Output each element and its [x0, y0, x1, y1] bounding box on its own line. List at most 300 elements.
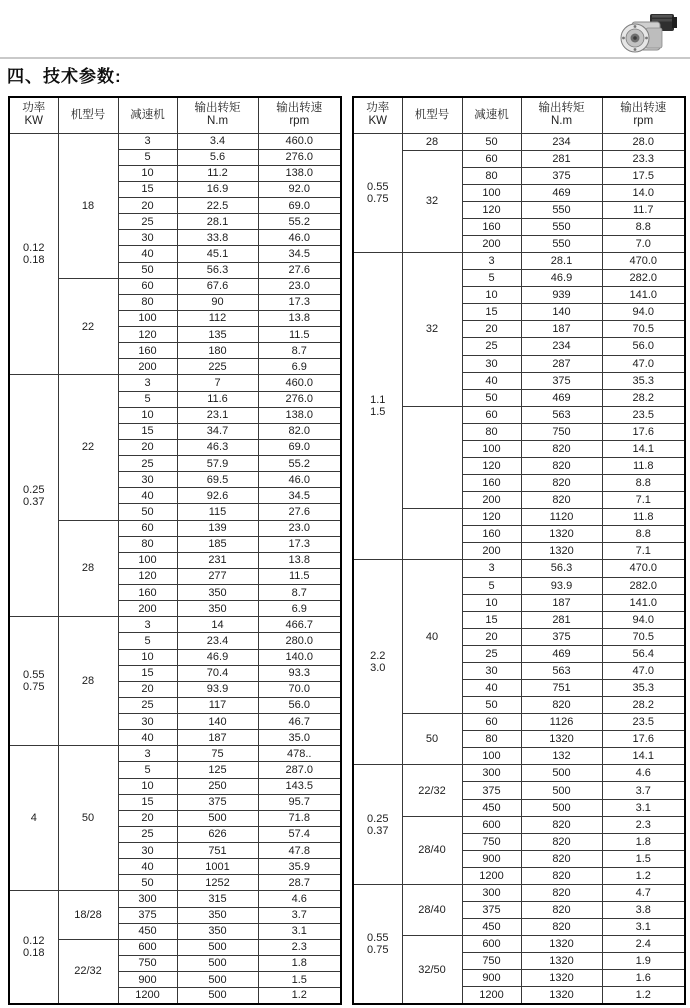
speed-cell: 70.0	[258, 681, 341, 697]
speed-cell: 3.8	[602, 902, 685, 919]
ratio-cell: 20	[462, 628, 521, 645]
speed-cell: 13.8	[258, 552, 341, 568]
power-cell: 2.2 3.0	[353, 560, 402, 765]
torque-cell: 500	[177, 988, 258, 1004]
ratio-cell: 20	[462, 321, 521, 338]
speed-cell: 141.0	[602, 287, 685, 304]
speed-cell: 6.9	[258, 359, 341, 375]
speed-cell: 470.0	[602, 560, 685, 577]
torque-cell: 33.8	[177, 230, 258, 246]
torque-cell: 1126	[521, 714, 602, 731]
ratio-cell: 40	[118, 730, 177, 746]
torque-cell: 350	[177, 923, 258, 939]
ratio-cell: 5	[118, 391, 177, 407]
speed-cell: 14.0	[602, 184, 685, 201]
speed-cell: 94.0	[602, 304, 685, 321]
ratio-cell: 200	[118, 601, 177, 617]
ratio-cell: 30	[118, 472, 177, 488]
ratio-cell: 25	[118, 697, 177, 713]
ratio-cell: 100	[118, 310, 177, 326]
torque-cell: 187	[521, 321, 602, 338]
torque-cell: 820	[521, 475, 602, 492]
torque-cell: 751	[177, 843, 258, 859]
table-row	[9, 891, 341, 907]
torque-cell: 469	[521, 645, 602, 662]
speed-cell: 35.3	[602, 680, 685, 697]
power-cell: 0.25 0.37	[353, 765, 402, 885]
speed-cell: 35.9	[258, 859, 341, 875]
ratio-cell: 120	[462, 201, 521, 218]
speed-cell: 27.6	[258, 262, 341, 278]
ratio-cell: 25	[118, 456, 177, 472]
torque-cell: 140	[521, 304, 602, 321]
table-row	[353, 560, 685, 577]
col-header-model: 机型号	[58, 97, 118, 133]
power-cell: 0.12 0.18	[9, 133, 58, 375]
speed-cell: 282.0	[602, 577, 685, 594]
torque-cell: 46.9	[177, 649, 258, 665]
ratio-cell: 750	[118, 955, 177, 971]
ratio-cell: 80	[462, 731, 521, 748]
ratio-cell: 40	[118, 246, 177, 262]
table-row	[353, 936, 685, 953]
speed-cell: 138.0	[258, 165, 341, 181]
torque-cell: 225	[177, 359, 258, 375]
ratio-cell: 450	[462, 919, 521, 936]
speed-cell: 23.0	[258, 520, 341, 536]
torque-cell: 11.6	[177, 391, 258, 407]
torque-cell: 500	[177, 955, 258, 971]
speed-cell: 28.2	[602, 697, 685, 714]
ratio-cell: 120	[462, 509, 521, 526]
speed-cell: 140.0	[258, 649, 341, 665]
torque-cell: 5.6	[177, 149, 258, 165]
torque-cell: 28.1	[521, 253, 602, 270]
power-cell: 0.55 0.75	[353, 884, 402, 1004]
torque-cell: 187	[177, 730, 258, 746]
ratio-cell: 10	[462, 287, 521, 304]
model-cell: 28	[402, 133, 462, 150]
ratio-cell: 50	[118, 262, 177, 278]
speed-cell: 2.4	[602, 936, 685, 953]
ratio-cell: 80	[462, 167, 521, 184]
torque-cell: 46.9	[521, 270, 602, 287]
model-cell: 32	[402, 253, 462, 407]
ratio-cell: 30	[118, 230, 177, 246]
speed-cell: 1.2	[258, 988, 341, 1004]
torque-cell: 469	[521, 184, 602, 201]
speed-cell: 2.3	[258, 939, 341, 955]
torque-cell: 23.4	[177, 633, 258, 649]
torque-cell: 56.3	[177, 262, 258, 278]
torque-cell: 117	[177, 697, 258, 713]
ratio-cell: 60	[118, 520, 177, 536]
model-cell: 32	[402, 150, 462, 252]
torque-cell: 185	[177, 536, 258, 552]
torque-cell: 23.1	[177, 407, 258, 423]
ratio-cell: 120	[118, 327, 177, 343]
speed-cell: 11.5	[258, 568, 341, 584]
speed-cell: 56.0	[258, 697, 341, 713]
torque-cell: 1320	[521, 543, 602, 560]
speed-cell: 282.0	[602, 270, 685, 287]
speed-cell: 11.8	[602, 509, 685, 526]
torque-cell: 820	[521, 492, 602, 509]
speed-cell: 69.0	[258, 439, 341, 455]
torque-cell: 28.1	[177, 214, 258, 230]
ratio-cell: 10	[462, 594, 521, 611]
ratio-cell: 5	[118, 762, 177, 778]
speed-cell: 1.9	[602, 953, 685, 970]
speed-cell: 1.6	[602, 970, 685, 987]
torque-cell: 57.9	[177, 456, 258, 472]
speed-cell: 8.8	[602, 475, 685, 492]
speed-cell: 4.6	[258, 891, 341, 907]
speed-cell: 93.3	[258, 665, 341, 681]
speed-cell: 46.0	[258, 472, 341, 488]
ratio-cell: 160	[118, 343, 177, 359]
ratio-cell: 60	[462, 406, 521, 423]
ratio-cell: 5	[118, 149, 177, 165]
ratio-cell: 40	[462, 680, 521, 697]
ratio-cell: 3	[118, 617, 177, 633]
speed-cell: 57.4	[258, 826, 341, 842]
ratio-cell: 160	[462, 475, 521, 492]
col-header-speed: 输出转速 rpm	[258, 97, 341, 133]
torque-cell: 820	[521, 457, 602, 474]
ratio-cell: 50	[118, 504, 177, 520]
ratio-cell: 200	[462, 235, 521, 252]
speed-cell: 7.1	[602, 492, 685, 509]
speed-cell: 47.0	[602, 662, 685, 679]
speed-cell: 55.2	[258, 214, 341, 230]
torque-cell: 34.7	[177, 423, 258, 439]
speed-cell: 280.0	[258, 633, 341, 649]
speed-cell: 28.0	[602, 133, 685, 150]
torque-cell: 1320	[521, 936, 602, 953]
speed-cell: 11.5	[258, 327, 341, 343]
ratio-cell: 80	[118, 536, 177, 552]
speed-cell: 466.7	[258, 617, 341, 633]
ratio-cell: 30	[118, 714, 177, 730]
torque-cell: 820	[521, 867, 602, 884]
ratio-cell: 80	[462, 423, 521, 440]
ratio-cell: 160	[462, 218, 521, 235]
model-cell: 22	[58, 375, 118, 520]
torque-cell: 820	[521, 902, 602, 919]
speed-cell: 13.8	[258, 310, 341, 326]
torque-cell: 281	[521, 150, 602, 167]
ratio-cell: 10	[118, 407, 177, 423]
ratio-cell: 80	[118, 294, 177, 310]
model-cell: 50	[58, 746, 118, 891]
ratio-cell: 60	[462, 714, 521, 731]
torque-cell: 139	[177, 520, 258, 536]
ratio-cell: 100	[462, 184, 521, 201]
col-header-power: 功率 KW	[353, 97, 402, 133]
speed-cell: 17.5	[602, 167, 685, 184]
ratio-cell: 20	[118, 810, 177, 826]
torque-cell: 14	[177, 617, 258, 633]
torque-cell: 1320	[521, 987, 602, 1004]
ratio-cell: 50	[462, 697, 521, 714]
speed-cell: 7.1	[602, 543, 685, 560]
table-row	[9, 617, 341, 633]
ratio-cell: 100	[462, 748, 521, 765]
power-cell: 0.25 0.37	[9, 375, 58, 617]
model-cell: 28	[58, 617, 118, 746]
ratio-cell: 600	[462, 936, 521, 953]
table-row	[353, 714, 685, 731]
torque-cell: 287	[521, 355, 602, 372]
speed-cell: 7.0	[602, 235, 685, 252]
torque-cell: 180	[177, 343, 258, 359]
model-cell: 32/50	[402, 936, 462, 1004]
torque-cell: 67.6	[177, 278, 258, 294]
left-parameters-table	[8, 96, 342, 1005]
speed-cell: 470.0	[602, 253, 685, 270]
speed-cell: 2.3	[602, 816, 685, 833]
torque-cell: 277	[177, 568, 258, 584]
table-row	[9, 939, 341, 955]
table-row	[9, 746, 341, 762]
table-row	[353, 253, 685, 270]
ratio-cell: 120	[462, 457, 521, 474]
speed-cell: 287.0	[258, 762, 341, 778]
speed-cell: 28.7	[258, 875, 341, 891]
torque-cell: 1252	[177, 875, 258, 891]
ratio-cell: 300	[462, 884, 521, 901]
col-header-model: 机型号	[402, 97, 462, 133]
torque-cell: 820	[521, 816, 602, 833]
table-row	[353, 406, 685, 423]
speed-cell: 55.2	[258, 456, 341, 472]
torque-cell: 820	[521, 850, 602, 867]
table-row	[9, 278, 341, 294]
torque-cell: 75	[177, 746, 258, 762]
page-title: 四、技术参数:	[7, 67, 122, 86]
speed-cell: 70.5	[602, 628, 685, 645]
speed-cell: 56.0	[602, 338, 685, 355]
ratio-cell: 10	[118, 649, 177, 665]
speed-cell: 1.2	[602, 867, 685, 884]
speed-cell: 478..	[258, 746, 341, 762]
torque-cell: 939	[521, 287, 602, 304]
torque-cell: 563	[521, 406, 602, 423]
speed-cell: 11.8	[602, 457, 685, 474]
speed-cell: 143.5	[258, 778, 341, 794]
ratio-cell: 25	[462, 645, 521, 662]
ratio-cell: 120	[118, 568, 177, 584]
torque-cell: 132	[521, 748, 602, 765]
torque-cell: 69.5	[177, 472, 258, 488]
speed-cell: 4.6	[602, 765, 685, 782]
ratio-cell: 60	[462, 150, 521, 167]
torque-cell: 500	[521, 799, 602, 816]
torque-cell: 70.4	[177, 665, 258, 681]
speed-cell: 1.5	[602, 850, 685, 867]
table-row	[353, 816, 685, 833]
torque-cell: 16.9	[177, 181, 258, 197]
col-header-power: 功率 KW	[9, 97, 58, 133]
torque-cell: 115	[177, 504, 258, 520]
torque-cell: 820	[521, 833, 602, 850]
ratio-cell: 600	[118, 939, 177, 955]
speed-cell: 3.7	[602, 782, 685, 799]
torque-cell: 626	[177, 826, 258, 842]
ratio-cell: 15	[118, 665, 177, 681]
speed-cell: 94.0	[602, 611, 685, 628]
torque-cell: 1001	[177, 859, 258, 875]
speed-cell: 138.0	[258, 407, 341, 423]
ratio-cell: 50	[462, 389, 521, 406]
ratio-cell: 40	[462, 372, 521, 389]
ratio-cell: 3	[462, 560, 521, 577]
table-row	[353, 133, 685, 150]
table-row	[9, 133, 341, 149]
torque-cell: 93.9	[177, 681, 258, 697]
torque-cell: 751	[521, 680, 602, 697]
torque-cell: 46.3	[177, 439, 258, 455]
torque-cell: 187	[521, 594, 602, 611]
ratio-cell: 5	[462, 270, 521, 287]
power-cell: 0.12 0.18	[9, 891, 58, 1004]
ratio-cell: 600	[462, 816, 521, 833]
table-row	[353, 765, 685, 782]
torque-cell: 500	[177, 939, 258, 955]
ratio-cell: 15	[118, 794, 177, 810]
torque-cell: 231	[177, 552, 258, 568]
model-cell: 50	[402, 714, 462, 765]
speed-cell: 8.8	[602, 526, 685, 543]
ratio-cell: 160	[462, 526, 521, 543]
ratio-cell: 10	[118, 778, 177, 794]
speed-cell: 4.7	[602, 884, 685, 901]
ratio-cell: 50	[462, 133, 521, 150]
col-header-reducer: 减速机	[118, 97, 177, 133]
model-cell: 18	[58, 133, 118, 278]
speed-cell: 17.6	[602, 423, 685, 440]
speed-cell: 14.1	[602, 748, 685, 765]
ratio-cell: 200	[462, 492, 521, 509]
model-cell: 40	[402, 560, 462, 714]
torque-cell: 550	[521, 201, 602, 218]
speed-cell: 6.9	[258, 601, 341, 617]
ratio-cell: 25	[118, 214, 177, 230]
torque-cell: 500	[177, 972, 258, 988]
right-parameters-table	[352, 96, 686, 1005]
ratio-cell: 20	[118, 439, 177, 455]
ratio-cell: 30	[118, 843, 177, 859]
ratio-cell: 3	[462, 253, 521, 270]
speed-cell: 35.3	[602, 372, 685, 389]
speed-cell: 17.6	[602, 731, 685, 748]
worm-gearmotor-photo	[610, 10, 680, 62]
speed-cell: 8.8	[602, 218, 685, 235]
speed-cell: 34.5	[258, 488, 341, 504]
model-cell: 22/32	[402, 765, 462, 816]
torque-cell: 375	[521, 372, 602, 389]
speed-cell: 56.4	[602, 645, 685, 662]
torque-cell: 90	[177, 294, 258, 310]
power-cell: 0.55 0.75	[353, 133, 402, 253]
torque-cell: 7	[177, 375, 258, 391]
torque-cell: 750	[521, 423, 602, 440]
model-cell	[402, 406, 462, 508]
torque-cell: 350	[177, 601, 258, 617]
ratio-cell: 300	[462, 765, 521, 782]
torque-cell: 140	[177, 714, 258, 730]
torque-cell: 234	[521, 338, 602, 355]
speed-cell: 141.0	[602, 594, 685, 611]
speed-cell: 35.0	[258, 730, 341, 746]
torque-cell: 234	[521, 133, 602, 150]
speed-cell: 17.3	[258, 536, 341, 552]
table-row	[9, 375, 341, 391]
ratio-cell: 100	[118, 552, 177, 568]
ratio-cell: 50	[118, 875, 177, 891]
ratio-cell: 300	[118, 891, 177, 907]
torque-cell: 92.6	[177, 488, 258, 504]
torque-cell: 1320	[521, 953, 602, 970]
torque-cell: 550	[521, 235, 602, 252]
speed-cell: 14.1	[602, 440, 685, 457]
ratio-cell: 25	[118, 826, 177, 842]
ratio-cell: 25	[462, 338, 521, 355]
speed-cell: 23.0	[258, 278, 341, 294]
speed-cell: 1.2	[602, 987, 685, 1004]
ratio-cell: 60	[118, 278, 177, 294]
speed-cell: 1.8	[258, 955, 341, 971]
ratio-cell: 375	[462, 902, 521, 919]
power-cell: 0.55 0.75	[9, 617, 58, 746]
speed-cell: 3.7	[258, 907, 341, 923]
torque-cell: 375	[177, 794, 258, 810]
torque-cell: 820	[521, 884, 602, 901]
ratio-cell: 750	[462, 833, 521, 850]
horizontal-divider	[0, 57, 690, 59]
speed-cell: 460.0	[258, 133, 341, 149]
speed-cell: 46.0	[258, 230, 341, 246]
ratio-cell: 200	[462, 543, 521, 560]
speed-cell: 1.8	[602, 833, 685, 850]
speed-cell: 460.0	[258, 375, 341, 391]
ratio-cell: 100	[462, 440, 521, 457]
speed-cell: 17.3	[258, 294, 341, 310]
speed-cell: 71.8	[258, 810, 341, 826]
ratio-cell: 5	[462, 577, 521, 594]
ratio-cell: 20	[118, 198, 177, 214]
speed-cell: 23.5	[602, 714, 685, 731]
model-cell: 28	[58, 520, 118, 617]
col-header-torque: 输出转矩 N.m	[521, 97, 602, 133]
model-cell: 18/28	[58, 891, 118, 939]
power-cell: 1.1 1.5	[353, 253, 402, 560]
speed-cell: 3.1	[602, 799, 685, 816]
ratio-cell: 450	[462, 799, 521, 816]
speed-cell: 82.0	[258, 423, 341, 439]
speed-cell: 47.0	[602, 355, 685, 372]
ratio-cell: 30	[462, 662, 521, 679]
table-row	[353, 509, 685, 526]
speed-cell: 276.0	[258, 391, 341, 407]
torque-cell: 1320	[521, 526, 602, 543]
ratio-cell: 15	[462, 304, 521, 321]
table-row	[9, 520, 341, 536]
torque-cell: 820	[521, 440, 602, 457]
table-row	[353, 150, 685, 167]
torque-cell: 45.1	[177, 246, 258, 262]
